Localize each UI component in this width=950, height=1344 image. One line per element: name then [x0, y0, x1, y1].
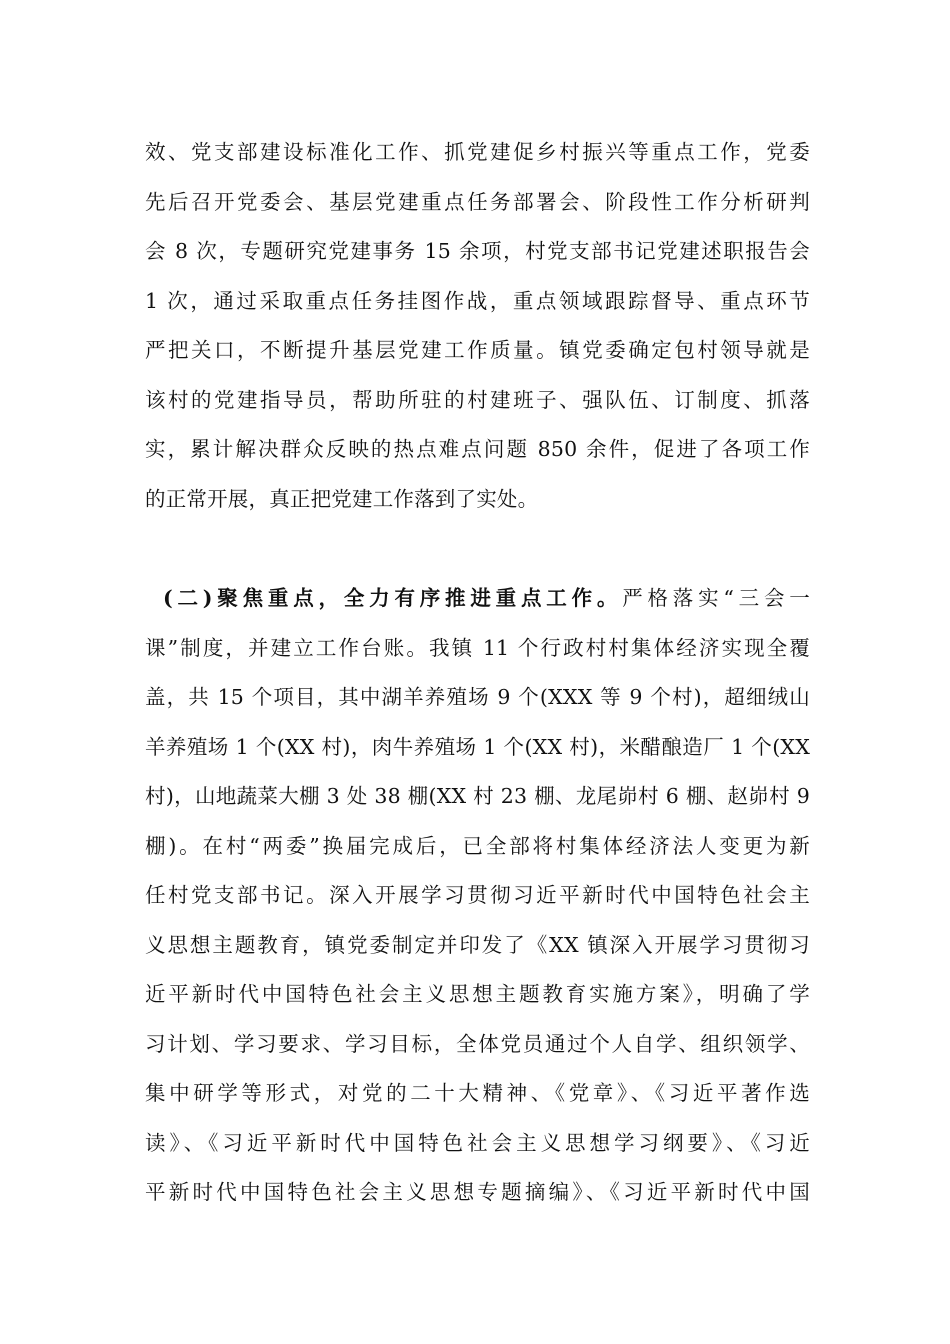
paragraph-line: 义思想主题教育，镇党委制定并印发了《XX 镇深入开展学习贯彻习 — [145, 932, 810, 957]
paragraph-line: 课”制度，并建立工作台账。我镇 11 个行政村村集体经济实现全覆 — [145, 635, 810, 660]
section-heading: (二)聚焦重点，全力有序推进重点工作。 — [163, 586, 623, 610]
paragraph-first-line — [145, 574, 810, 624]
paragraph-line: 平新时代中国特色社会主义思想专题摘编》、《习近平新时代中国 — [145, 1180, 810, 1204]
paragraph-line: 羊养殖场 1 个(XX 村)，肉牛养殖场 1 个(XX 村)，米醋酿造厂 1 个(XX — [145, 734, 810, 759]
paragraph-party-building-work — [145, 128, 810, 524]
paragraph-line: 习计划、学习要求、学习目标，全体党员通过个人自学、组织领学、 — [145, 1031, 810, 1056]
paragraph-line: 盖，共 15 个项目，其中湖羊养殖场 9 个(XXX 等 9 个村)，超细绒山 — [145, 685, 810, 709]
paragraph-line: 的正常开展，真正把党建工作落到了实处。 — [145, 486, 539, 511]
paragraph-key-work — [145, 574, 810, 1218]
paragraph-line: 棚)。在村“两委”换届完成后，已全部将村集体经济法人变更为新 — [145, 833, 810, 858]
paragraph-line: 近平新时代中国特色社会主义思想主题教育实施方案》，明确了学 — [145, 982, 810, 1006]
paragraph-line: 1 次，通过采取重点任务挂图作战，重点领域跟踪督导、重点环节 — [145, 288, 810, 313]
paragraph-line: 实，累计解决群众反映的热点难点问题 850 余件，促进了各项工作 — [145, 437, 810, 461]
paragraph-line: 效、党支部建设标准化工作、抓党建促乡村振兴等重点工作，党委 — [145, 140, 810, 164]
heading-trailing-text: 严格落实“三会一 — [622, 586, 810, 610]
paragraph-line: 读》、《习近平新时代中国特色社会主义思想学习纲要》、《习近 — [145, 1130, 810, 1155]
paragraph-line: 严把关口，不断提升基层党建工作质量。镇党委确定包村领导就是 — [145, 338, 810, 362]
paragraph-line: 村)，山地蔬菜大棚 3 处 38 棚(XX 村 23 棚、龙尾峁村 6 棚、赵峁村 9 — [145, 784, 810, 808]
paragraph-line: 集中研学等形式，对党的二十大精神、《党章》、《习近平著作选 — [145, 1081, 810, 1105]
paragraph-line: 先后召开党委会、基层党建重点任务部署会、阶段性工作分析研判 — [145, 189, 810, 214]
paragraph-line: 会 8 次，专题研究党建事务 15 余项，村党支部书记党建述职报告会 — [145, 239, 810, 263]
paragraph-line: 该村的党建指导员，帮助所驻的村建班子、强队伍、订制度、抓落 — [145, 387, 810, 412]
paragraph-line: 任村党支部书记。深入开展学习贯彻习近平新时代中国特色社会主 — [145, 883, 810, 907]
